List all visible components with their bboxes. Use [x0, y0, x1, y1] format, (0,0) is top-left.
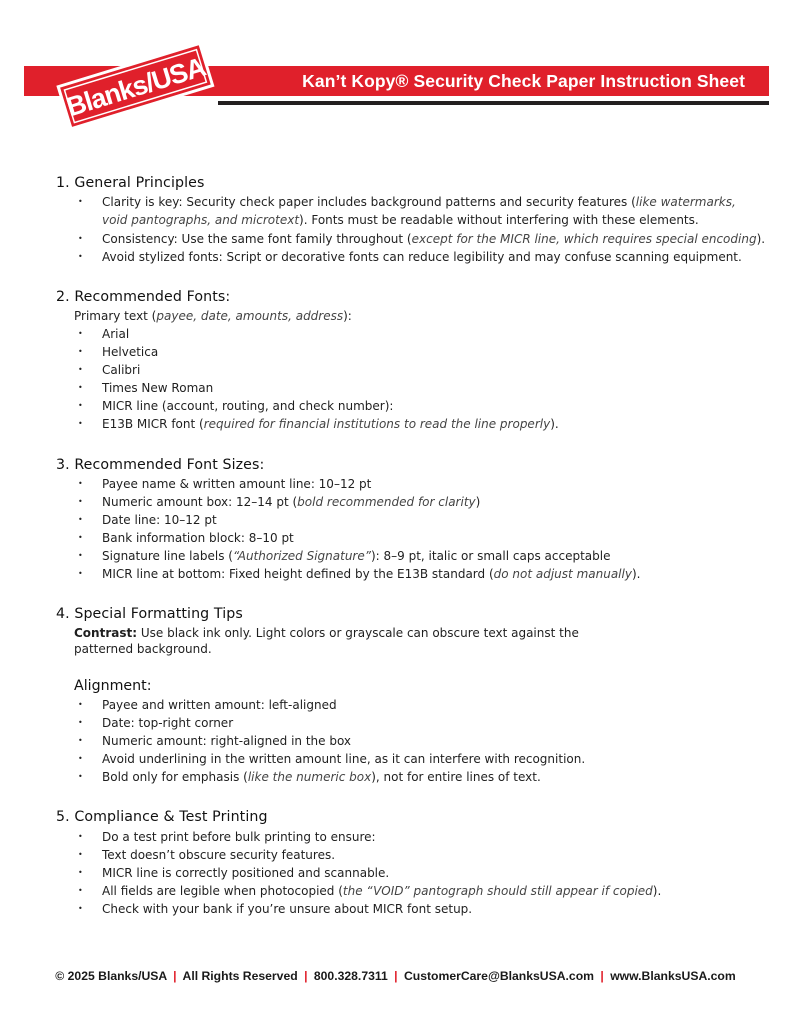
footer-rights: All Rights Reserved: [182, 969, 298, 983]
bullet-icon: •: [78, 772, 83, 781]
bullet-icon: •: [78, 886, 83, 895]
bullet-icon: •: [78, 832, 83, 841]
footer-separator: |: [394, 969, 398, 983]
section-2-intro: Primary text (payee, date, amounts, address):: [74, 309, 352, 323]
bullet-icon: •: [78, 551, 83, 560]
bullet-icon: •: [78, 700, 83, 709]
footer-phone[interactable]: 800.328.7311: [313, 969, 388, 983]
bullet-icon: •: [78, 850, 83, 859]
bullet-icon: •: [78, 234, 83, 243]
bullet-icon: •: [78, 736, 83, 745]
bullet-icon: •: [78, 569, 83, 578]
footer-email-link[interactable]: CustomerCare@BlanksUSA.com: [403, 969, 594, 983]
bullet-icon: •: [78, 718, 83, 727]
bullet-icon: •: [78, 533, 83, 542]
bullet-icon: •: [78, 383, 83, 392]
alignment-title: Alignment:: [74, 678, 152, 694]
bullet-icon: •: [78, 347, 83, 356]
bullet-icon: •: [78, 197, 83, 206]
section-4-title: 4. Special Formatting Tips: [56, 606, 243, 622]
bullet-icon: •: [78, 419, 83, 428]
section-5-title: 5. Compliance & Test Printing: [56, 809, 268, 825]
bullet-icon: •: [78, 365, 83, 374]
logo-text: Blanks/USA: [62, 51, 209, 123]
footer: [0, 969, 791, 983]
logo-registered-mark: ®: [191, 33, 201, 46]
bullet-icon: •: [78, 515, 83, 524]
page-title: Kan’t Kopy® Security Check Paper Instruction Sheet: [302, 71, 745, 91]
bullet-icon: •: [78, 252, 83, 261]
section-3-title: 3. Recommended Font Sizes:: [56, 457, 265, 473]
bullet-icon: •: [78, 479, 83, 488]
bullet-icon: •: [78, 401, 83, 410]
footer-copyright: © 2025 Blanks/USA: [55, 969, 167, 983]
section-2-title: 2. Recommended Fonts:: [56, 289, 231, 305]
footer-separator: |: [600, 969, 604, 983]
bullet-icon: •: [78, 868, 83, 877]
header-rule: [218, 101, 769, 105]
footer-separator: |: [304, 969, 308, 983]
bullet-icon: •: [78, 329, 83, 338]
contrast-tip: Contrast: Use black ink only. Light colors or grayscale can obscure text against the: [74, 626, 579, 640]
contrast-tip-continued: patterned background.: [74, 642, 212, 656]
bullet-icon: •: [78, 754, 83, 763]
blanks-usa-logo: [58, 33, 228, 123]
bullet-icon: •: [78, 497, 83, 506]
footer-separator: |: [173, 969, 177, 983]
footer-website-link[interactable]: www.BlanksUSA.com: [610, 969, 736, 983]
section-1-title: 1. General Principles: [56, 175, 205, 191]
bullet-icon: •: [78, 904, 83, 913]
